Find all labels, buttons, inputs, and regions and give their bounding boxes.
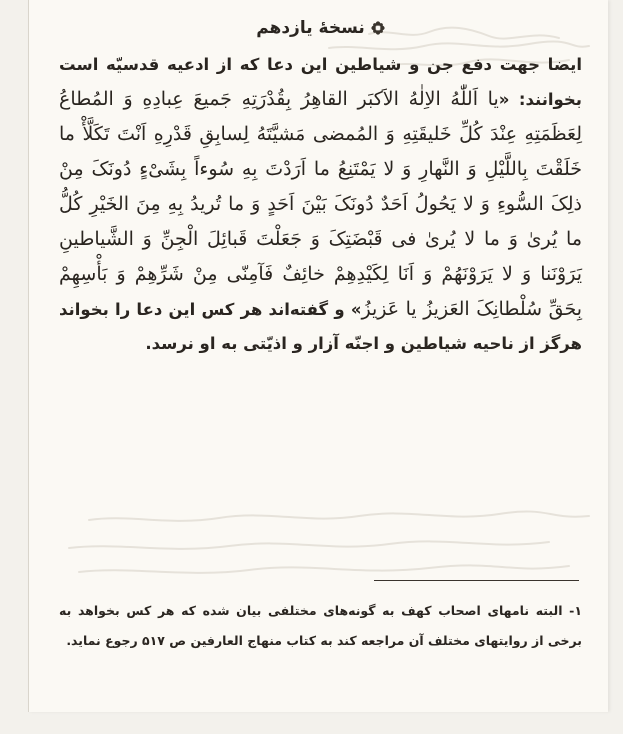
main-paragraph (59, 48, 582, 361)
section-heading (59, 14, 582, 42)
intro-text: ایضا جهت دفع جن و شیاطین این دعا که از ادعیه قدسیّه است بخوانند: « (59, 55, 582, 109)
section-title: نسخهٔ یازدهم (256, 18, 365, 38)
prayer-text: یا اَللّٰهُ الاِلٰهُ الاَکبَر القاهِرُ بِقُدْرَتِهِ جَمیعَ عِبادِهِ وَ المُطاعُ لِعَظَمَتِهِ عِنْدَ کُلِّ خَلیقَتِهِ وَ المُمضی مَشیَّتَهُ لِسابِقِ قَدْرِهِ اَنْتَ تَکَلَّأْ ما خَلَقْتَ بِاللَّیْلِ وَ النَّهارِ وَ لا یَمْتَنِعُ ما اَرَدْتَ بِهِ سُوءاً بِشَیْءٍ دُونَکَ مِنْ ذلِکَ السُّوءِ وَ لا یَحُولُ اَحَدٌ دُونَکَ بَیْنَ اَحَدٍ وَ ما تُریدُ بِهِ مِنَ الخَیْرِ کُلُّ ما یُریٰ وَ ما لا یُریٰ فی قَبْضَتِکَ وَ جَعَلْتَ قَبائِلَ الْجِنِّ وَ الشَّیاطینِ یَرَوْنَنا وَ لا یَرَوْنَهُمْ وَ اَنَا لِکَیْدِهِمْ خائِفٌ فَآمِنّی مِنْ شَرِّهِمْ وَ بَأْسِهِمْ بِحَقِّ سُلْطانِکَ العَزیزُ یا عَزیزُ (59, 88, 582, 320)
page-content (59, 14, 582, 361)
outro-text: » و گفته‌اند هر کس این دعا را بخواند هرگز از ناحیه شیاطین و اجنّه آزار و اذیّتی به او نرسد. (59, 300, 582, 353)
flower-icon (371, 21, 385, 35)
footnote: ۱- البته نامهای اصحاب کهف به گونه‌های مختلفی بیان شده که هر کس بخواهد به برخی از روایتهای مختلف آن مراجعه کند به کتاب منهاج العارفین ص ۵۱۷ رجوع نماید. (59, 603, 582, 648)
book-page (28, 0, 608, 712)
footnote-divider (374, 580, 579, 581)
